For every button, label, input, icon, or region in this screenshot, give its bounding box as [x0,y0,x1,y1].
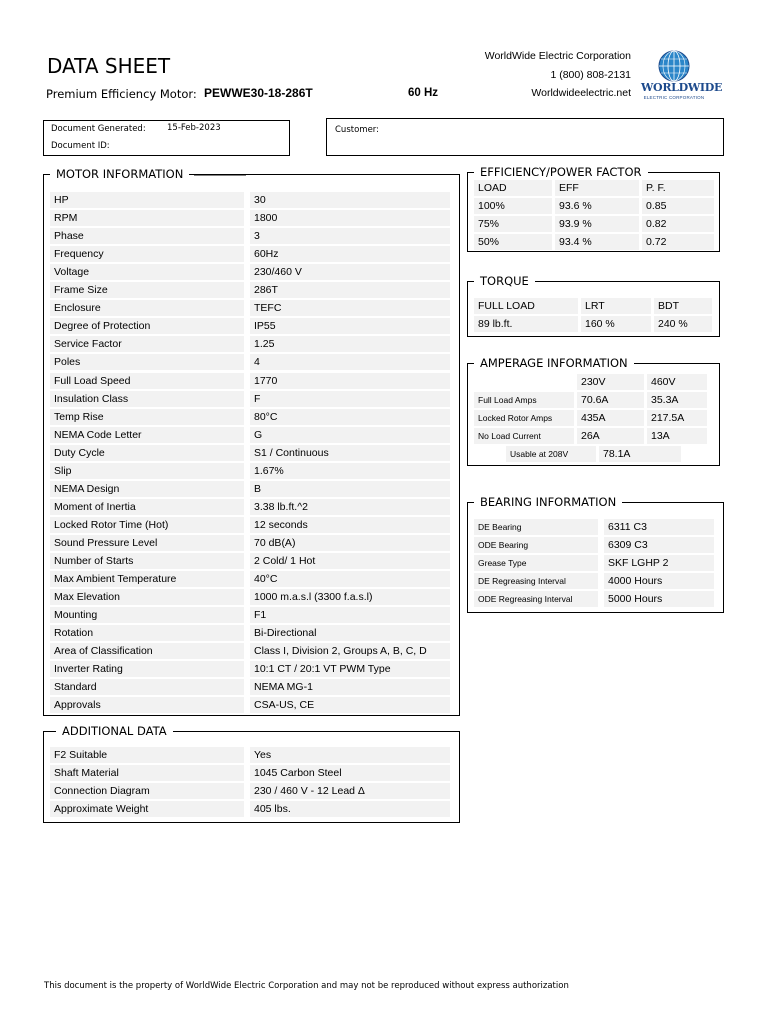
row-label: Slip [50,463,244,479]
table-cell: 0.85 [642,198,714,214]
row-value: 1800 [250,210,450,226]
row-label: RPM [50,210,244,226]
row-label: F2 Suitable [50,747,244,763]
efficiency-title: EFFICIENCY/POWER FACTOR [474,165,648,179]
table-row [474,537,714,553]
row-label: Rotation [50,625,244,641]
usable-row [506,446,684,462]
row-value: TEFC [250,300,450,316]
row-label: Frame Size [50,282,244,298]
table-row [50,463,450,479]
table-row [50,228,450,244]
table-row [50,783,450,799]
table-header-row [474,298,715,314]
table-header-row [474,374,710,390]
row-value: SKF LGHP 2 [604,555,714,571]
row-value: 230/460 V [250,264,450,280]
table-row [50,391,450,407]
amperage-title: AMPERAGE INFORMATION [474,356,634,370]
generated-value: 15-Feb-2023 [167,123,221,133]
motor-model: PEWWE30-18-286T [204,86,313,100]
customer-label: Customer: [335,125,380,135]
column-header: P. F. [642,180,714,196]
table-row [50,192,450,208]
row-label: Approximate Weight [50,801,244,817]
row-label: Full Load Amps [474,392,574,408]
table-row [50,318,450,334]
table-row [474,234,717,250]
amperage-section [467,356,720,466]
table-row [50,679,450,695]
torque-section [467,274,720,337]
table-row [50,300,450,316]
row-value: 60Hz [250,246,450,262]
table-row [50,697,450,713]
row-value: NEMA MG-1 [250,679,450,695]
table-cell: 0.72 [642,234,714,250]
table-cell: 93.6 % [555,198,639,214]
table-header-row [474,180,717,196]
table-row [50,282,450,298]
row-label: Standard [50,679,244,695]
bearing-title: BEARING INFORMATION [474,495,622,509]
table-row [50,765,450,781]
table-cell: 160 % [581,316,651,332]
table-row [474,555,714,571]
generated-label: Document Generated: [51,124,146,134]
table-cell: 26A [577,428,644,444]
row-value: Bi-Directional [250,625,450,641]
row-label: ODE Regreasing Interval [474,591,598,607]
row-value: 230 / 460 V - 12 Lead Δ [250,783,450,799]
usable-label: Usable at 208V [506,446,596,462]
table-row [50,553,450,569]
table-cell: 435A [577,410,644,426]
table-row [50,481,450,497]
row-value: 12 seconds [250,517,450,533]
title-rule [194,174,246,176]
additional-data-section [43,724,460,823]
table-cell: 93.9 % [555,216,639,232]
row-value: 286T [250,282,450,298]
table-cell: 89 lb.ft. [474,316,578,332]
table-row [50,535,450,551]
row-label: NEMA Design [50,481,244,497]
column-header: 230V [577,374,644,390]
table-row [474,428,710,444]
table-row [474,392,710,408]
row-label: Poles [50,354,244,370]
table-cell: 70.6A [577,392,644,408]
table-row [50,661,450,677]
table-row [474,519,714,535]
row-label: Duty Cycle [50,445,244,461]
row-value: IP55 [250,318,450,334]
efficiency-section [467,165,720,252]
column-header [474,374,574,390]
row-value: Class I, Division 2, Groups A, B, C, D [250,643,450,659]
row-value: 1.25 [250,336,450,352]
table-row [474,216,717,232]
row-label: Area of Classification [50,643,244,659]
company-name: WorldWide Electric Corporation [484,50,631,62]
table-row [474,410,710,426]
row-value: 6311 C3 [604,519,714,535]
row-label: Inverter Rating [50,661,244,677]
row-value: F [250,391,450,407]
table-row [474,198,717,214]
row-value: 2 Cold/ 1 Hot [250,553,450,569]
additional-data-title: ADDITIONAL DATA [56,724,173,738]
row-label: Temp Rise [50,409,244,425]
row-label: Frequency [50,246,244,262]
row-value: S1 / Continuous [250,445,450,461]
row-label: Locked Rotor Time (Hot) [50,517,244,533]
table-cell: 35.3A [647,392,707,408]
row-value: 405 lbs. [250,801,450,817]
row-label: Locked Rotor Amps [474,410,574,426]
column-header: FULL LOAD [474,298,578,314]
row-value: 70 dB(A) [250,535,450,551]
footer-note: This document is the property of WorldWide Electric Corporation and may not be reproduced without express authorization [44,981,569,991]
table-row [50,336,450,352]
table-row [50,445,450,461]
company-phone: 1 (800) 808-2131 [550,69,631,81]
row-value: B [250,481,450,497]
document-info-box [43,120,290,156]
motor-information-title: MOTOR INFORMATION [50,167,189,181]
row-label: Max Ambient Temperature [50,571,244,587]
row-label: Moment of Inertia [50,499,244,515]
column-header: LRT [581,298,651,314]
table-row [50,354,450,370]
logo-wordmark: WORLDWIDE [641,81,723,94]
table-row [50,801,450,817]
row-value: 30 [250,192,450,208]
company-logo [641,50,723,102]
row-value: Yes [250,747,450,763]
motor-information-section [43,167,460,716]
column-header: 460V [647,374,707,390]
table-cell: 50% [474,234,552,250]
table-row [50,589,450,605]
row-label: Enclosure [50,300,244,316]
table-row [50,409,450,425]
row-label: DE Bearing [474,519,598,535]
table-row [50,625,450,641]
table-row [50,427,450,443]
table-cell: 13A [647,428,707,444]
table-row [50,747,450,763]
globe-icon [658,50,690,82]
motor-label: Premium Efficiency Motor: [46,87,197,101]
row-value: 10:1 CT / 20:1 VT PWM Type [250,661,450,677]
row-value: 1770 [250,373,450,389]
table-row [50,643,450,659]
row-label: Shaft Material [50,765,244,781]
table-cell: 217.5A [647,410,707,426]
table-row [50,246,450,262]
row-value: 1000 m.a.s.l (3300 f.a.s.l) [250,589,450,605]
row-value: 1.67% [250,463,450,479]
table-row [50,607,450,623]
company-website: Worldwideelectric.net [531,87,631,99]
column-header: EFF [555,180,639,196]
row-label: HP [50,192,244,208]
row-label: Phase [50,228,244,244]
row-label: Mounting [50,607,244,623]
row-label: DE Regreasing Interval [474,573,598,589]
row-label: Sound Pressure Level [50,535,244,551]
row-label: Insulation Class [50,391,244,407]
row-value: 4000 Hours [604,573,714,589]
row-label: Voltage [50,264,244,280]
table-row [50,517,450,533]
table-row [474,591,714,607]
table-row [50,264,450,280]
row-value: 4 [250,354,450,370]
row-value: CSA-US, CE [250,697,450,713]
row-label: Service Factor [50,336,244,352]
row-label: Grease Type [474,555,598,571]
usable-value: 78.1A [599,446,681,462]
row-value: 3 [250,228,450,244]
table-cell: 75% [474,216,552,232]
table-cell: 93.4 % [555,234,639,250]
row-value: 40°C [250,571,450,587]
page-title: DATA SHEET [47,54,171,78]
table-row [50,571,450,587]
row-value: G [250,427,450,443]
row-label: ODE Bearing [474,537,598,553]
table-row [474,316,715,332]
row-label: Number of Starts [50,553,244,569]
row-label: NEMA Code Letter [50,427,244,443]
row-label: Connection Diagram [50,783,244,799]
row-value: 3.38 lb.ft.^2 [250,499,450,515]
table-row [474,573,714,589]
customer-box [326,118,724,156]
table-cell: 100% [474,198,552,214]
row-value: 80°C [250,409,450,425]
table-row [50,499,450,515]
table-row [50,373,450,389]
row-label: No Load Current [474,428,574,444]
row-label: Max Elevation [50,589,244,605]
row-label: Degree of Protection [50,318,244,334]
row-value: 1045 Carbon Steel [250,765,450,781]
torque-title: TORQUE [474,274,535,288]
logo-subtitle: ELECTRIC CORPORATION [643,95,705,100]
document-id-label: Document ID: [51,141,110,151]
row-label: Full Load Speed [50,373,244,389]
row-value: 5000 Hours [604,591,714,607]
row-value: F1 [250,607,450,623]
table-cell: 0.82 [642,216,714,232]
column-header: BDT [654,298,712,314]
table-row [50,210,450,226]
row-label: Approvals [50,697,244,713]
bearing-section [467,495,724,613]
column-header: LOAD [474,180,552,196]
motor-frequency: 60 Hz [408,87,439,99]
table-cell: 240 % [654,316,712,332]
row-value: 6309 C3 [604,537,714,553]
